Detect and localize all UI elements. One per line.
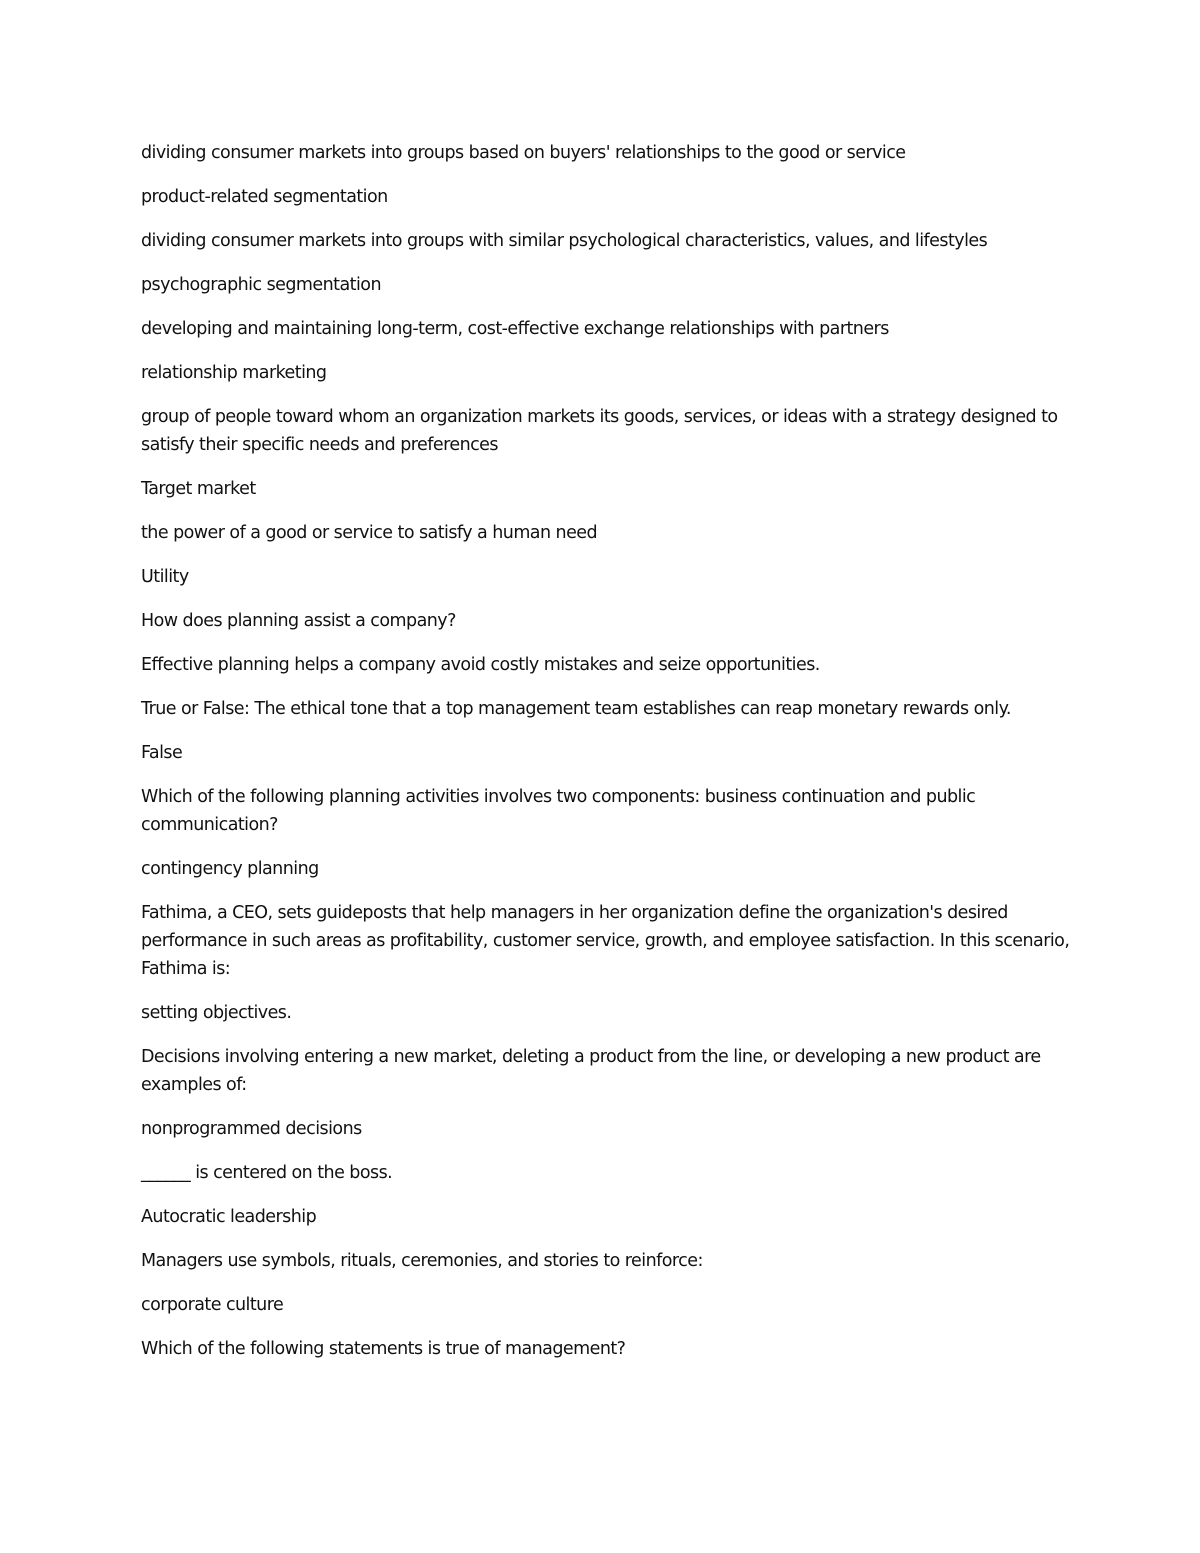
term-utility: Utility	[141, 567, 189, 587]
answer-autocratic-leadership: Autocratic leadership	[141, 1207, 317, 1227]
term-target-market: Target market	[141, 479, 256, 499]
definition-psychographic: dividing consumer markets into groups with similar psychological characteristics, values, and lifestyles	[141, 231, 988, 251]
term-relationship-marketing: relationship marketing	[141, 363, 327, 383]
question-planning-assist: How does planning assist a company?	[141, 611, 456, 631]
document-body	[141, 139, 1071, 1379]
answer-setting-objectives: setting objectives.	[141, 1003, 292, 1023]
question-ethical-tone: True or False: The ethical tone that a top management team establishes can reap monetary rewards only.	[141, 699, 1011, 719]
question-management-statement: Which of the following statements is true of management?	[141, 1339, 626, 1359]
answer-ethical-tone: False	[141, 743, 183, 763]
term-psychographic-segmentation: psychographic segmentation	[141, 275, 381, 295]
question-symbols-rituals: Managers use symbols, rituals, ceremonies, and stories to reinforce:	[141, 1251, 703, 1271]
answer-planning-assist: Effective planning helps a company avoid costly mistakes and seize opportunities.	[141, 655, 820, 675]
answer-corporate-culture: corporate culture	[141, 1295, 284, 1315]
definition-relationship-marketing: developing and maintaining long-term, cost-effective exchange relationships with partners	[141, 319, 889, 339]
question-decisions-examples: Decisions involving entering a new market, deleting a product from the line, or developing a new product are examples of:	[141, 1047, 1041, 1095]
question-centered-on-boss: ______ is centered on the boss.	[141, 1163, 393, 1183]
definition-utility: the power of a good or service to satisfy a human need	[141, 523, 598, 543]
question-fathima-ceo: Fathima, a CEO, sets guideposts that help managers in her organization define the organization's desired performance in such areas as profitability, customer service, growth, and employee satisfaction. In this scenario, Fathima is:	[141, 903, 1070, 979]
question-planning-activities: Which of the following planning activities involves two components: business continuation and public communication?	[141, 787, 976, 835]
definition-product-related: dividing consumer markets into groups based on buyers' relationships to the good or service	[141, 143, 906, 163]
answer-nonprogrammed-decisions: nonprogrammed decisions	[141, 1119, 362, 1139]
definition-target-market: group of people toward whom an organization markets its goods, services, or ideas with a strategy designed to satisfy their specific needs and preferences	[141, 407, 1058, 455]
answer-contingency-planning: contingency planning	[141, 859, 319, 879]
term-product-related-segmentation: product-related segmentation	[141, 187, 388, 207]
